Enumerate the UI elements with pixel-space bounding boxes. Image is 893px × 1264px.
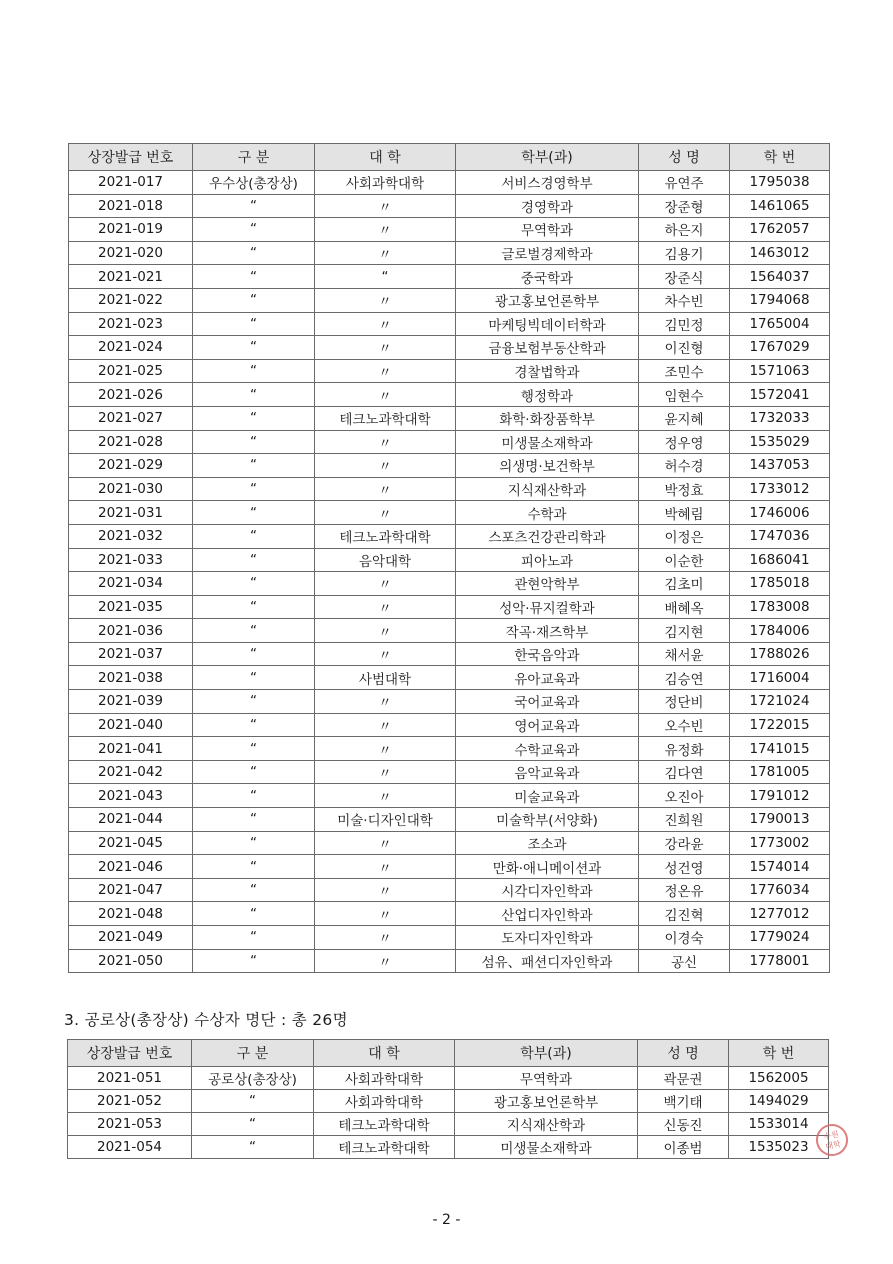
cell-department: 지식재산학과 [456, 477, 639, 501]
cell-name: 오진아 [639, 784, 730, 808]
cell-category: “ [193, 808, 315, 832]
cell-college: 〃 [315, 595, 456, 619]
table-header-row [68, 1040, 829, 1067]
cell-student-id: 1785018 [730, 572, 830, 596]
cell-category: “ [193, 477, 315, 501]
cell-name: 조민수 [639, 359, 730, 383]
cell-category: “ [193, 241, 315, 265]
cell-category: “ [193, 548, 315, 572]
table-row [69, 288, 830, 312]
cell-department: 국어교육과 [456, 690, 639, 714]
cell-award-number: 2021-048 [69, 902, 193, 926]
cell-department: 조소과 [456, 831, 639, 855]
cell-college: 〃 [315, 430, 456, 454]
table-row [69, 524, 830, 548]
cell-category: “ [192, 1136, 314, 1159]
cell-award-number: 2021-021 [69, 265, 193, 289]
cell-category: “ [193, 359, 315, 383]
cell-award-number: 2021-037 [69, 642, 193, 666]
cell-department: 한국음악과 [456, 642, 639, 666]
cell-category: “ [193, 902, 315, 926]
cell-name: 이정은 [639, 524, 730, 548]
cell-department: 지식재산학과 [455, 1113, 638, 1136]
cell-category: “ [193, 406, 315, 430]
cell-category: “ [193, 595, 315, 619]
cell-college: 사범대학 [315, 666, 456, 690]
cell-name: 성건영 [639, 855, 730, 879]
cell-award-number: 2021-036 [69, 619, 193, 643]
cell-college: 〃 [315, 194, 456, 218]
cell-student-id: 1778001 [730, 949, 830, 973]
cell-award-number: 2021-051 [68, 1067, 192, 1090]
cell-college: 〃 [315, 501, 456, 525]
cell-college: 테크노과학대학 [315, 524, 456, 548]
cell-category: “ [193, 218, 315, 242]
header-name: 성 명 [639, 144, 730, 171]
cell-student-id: 1790013 [730, 808, 830, 832]
cell-category: “ [193, 784, 315, 808]
table-row [69, 194, 830, 218]
cell-student-id: 1788026 [730, 642, 830, 666]
cell-department: 글로벌경제학과 [456, 241, 639, 265]
cell-category: “ [193, 265, 315, 289]
header-department: 학부(과) [456, 144, 639, 171]
cell-student-id: 1741015 [730, 737, 830, 761]
cell-award-number: 2021-034 [69, 572, 193, 596]
table-row [69, 619, 830, 643]
cell-student-id: 1779024 [730, 926, 830, 950]
cell-student-id: 1716004 [730, 666, 830, 690]
table-row [69, 265, 830, 289]
cell-award-number: 2021-030 [69, 477, 193, 501]
cell-award-number: 2021-035 [69, 595, 193, 619]
cell-award-number: 2021-041 [69, 737, 193, 761]
cell-award-number: 2021-052 [68, 1090, 192, 1113]
cell-award-number: 2021-017 [69, 171, 193, 195]
cell-department: 작곡·재즈학부 [456, 619, 639, 643]
cell-name: 윤지혜 [639, 406, 730, 430]
cell-award-number: 2021-026 [69, 383, 193, 407]
table-row [69, 171, 830, 195]
cell-department: 도자디자인학과 [456, 926, 639, 950]
cell-name: 이순한 [639, 548, 730, 572]
cell-student-id: 1461065 [730, 194, 830, 218]
table-row [69, 477, 830, 501]
cell-department: 음악교육과 [456, 760, 639, 784]
cell-category: “ [193, 713, 315, 737]
cell-department: 서비스경영학부 [456, 171, 639, 195]
university-seal-stamp: 수원 대학 [813, 1121, 851, 1159]
cell-college: 〃 [315, 760, 456, 784]
cell-award-number: 2021-053 [68, 1113, 192, 1136]
cell-category: “ [193, 690, 315, 714]
cell-name: 허수경 [639, 454, 730, 478]
cell-category: 공로상(총장상) [192, 1067, 314, 1090]
cell-student-id: 1747036 [730, 524, 830, 548]
table-row [69, 855, 830, 879]
cell-department: 수학과 [456, 501, 639, 525]
cell-category: “ [193, 831, 315, 855]
cell-student-id: 1574014 [730, 855, 830, 879]
cell-category: 우수상(총장상) [193, 171, 315, 195]
table-row [69, 713, 830, 737]
cell-name: 유연주 [639, 171, 730, 195]
cell-award-number: 2021-040 [69, 713, 193, 737]
cell-category: “ [193, 666, 315, 690]
table-row [69, 383, 830, 407]
cell-student-id: 1746006 [730, 501, 830, 525]
cell-department: 관현악학부 [456, 572, 639, 596]
table-row [69, 312, 830, 336]
cell-student-id: 1794068 [730, 288, 830, 312]
table-row [69, 831, 830, 855]
table-row [69, 595, 830, 619]
cell-college: 〃 [315, 949, 456, 973]
cell-name: 공신 [639, 949, 730, 973]
cell-name: 이진형 [639, 336, 730, 360]
cell-department: 스포츠건강관리학과 [456, 524, 639, 548]
cell-category: “ [193, 855, 315, 879]
cell-category: “ [193, 430, 315, 454]
cell-category: “ [193, 312, 315, 336]
cell-student-id: 1791012 [730, 784, 830, 808]
cell-award-number: 2021-033 [69, 548, 193, 572]
cell-department: 행정학과 [456, 383, 639, 407]
cell-student-id: 1721024 [730, 690, 830, 714]
cell-student-id: 1762057 [730, 218, 830, 242]
cell-department: 의생명·보건학부 [456, 454, 639, 478]
table-row [69, 359, 830, 383]
cell-student-id: 1733012 [730, 477, 830, 501]
table-row [68, 1113, 829, 1136]
header-student-id: 학 번 [729, 1040, 829, 1067]
cell-name: 정우영 [639, 430, 730, 454]
cell-college: 〃 [315, 218, 456, 242]
cell-category: “ [193, 572, 315, 596]
cell-department: 중국학과 [456, 265, 639, 289]
cell-name: 장준형 [639, 194, 730, 218]
cell-category: “ [193, 336, 315, 360]
table-row [69, 218, 830, 242]
cell-category: “ [193, 949, 315, 973]
header-award-number: 상장발급 번호 [68, 1040, 192, 1067]
cell-award-number: 2021-054 [68, 1136, 192, 1159]
cell-college: 〃 [315, 359, 456, 383]
cell-college: 테크노과학대학 [315, 406, 456, 430]
header-student-id: 학 번 [730, 144, 830, 171]
cell-name: 김지현 [639, 619, 730, 643]
cell-award-number: 2021-020 [69, 241, 193, 265]
header-department: 학부(과) [455, 1040, 638, 1067]
table-row [69, 949, 830, 973]
cell-student-id: 1773002 [730, 831, 830, 855]
cell-award-number: 2021-023 [69, 312, 193, 336]
cell-college: 〃 [315, 690, 456, 714]
cell-award-number: 2021-024 [69, 336, 193, 360]
table-row [69, 926, 830, 950]
cell-name: 곽문권 [638, 1067, 729, 1090]
header-award-number: 상장발급 번호 [69, 144, 193, 171]
cell-name: 김용기 [639, 241, 730, 265]
table-row [69, 572, 830, 596]
cell-college: 〃 [315, 784, 456, 808]
cell-award-number: 2021-045 [69, 831, 193, 855]
award-table-excellence [68, 143, 830, 973]
cell-department: 미술학부(서양화) [456, 808, 639, 832]
cell-college: 〃 [315, 878, 456, 902]
header-category: 구 분 [192, 1040, 314, 1067]
cell-name: 김승연 [639, 666, 730, 690]
cell-award-number: 2021-032 [69, 524, 193, 548]
cell-category: “ [192, 1113, 314, 1136]
cell-award-number: 2021-025 [69, 359, 193, 383]
cell-department: 마케팅빅데이터학과 [456, 312, 639, 336]
cell-student-id: 1562005 [729, 1067, 829, 1090]
cell-college: 〃 [315, 572, 456, 596]
cell-department: 미생물소재학과 [456, 430, 639, 454]
table-row [69, 808, 830, 832]
award-table-merit [67, 1039, 829, 1159]
cell-name: 김다연 [639, 760, 730, 784]
table-row [69, 406, 830, 430]
table-row [69, 878, 830, 902]
cell-college: 〃 [315, 383, 456, 407]
cell-award-number: 2021-039 [69, 690, 193, 714]
cell-name: 차수빈 [639, 288, 730, 312]
cell-student-id: 1535029 [730, 430, 830, 454]
header-category: 구 분 [193, 144, 315, 171]
cell-department: 영어교육과 [456, 713, 639, 737]
cell-category: “ [193, 383, 315, 407]
table-row [69, 430, 830, 454]
table-row [69, 666, 830, 690]
cell-award-number: 2021-043 [69, 784, 193, 808]
cell-student-id: 1722015 [730, 713, 830, 737]
cell-student-id: 1781005 [730, 760, 830, 784]
page-number: - 2 - [432, 1212, 461, 1228]
header-college: 대 학 [314, 1040, 455, 1067]
cell-name: 채서윤 [639, 642, 730, 666]
cell-category: “ [193, 926, 315, 950]
cell-department: 산업디자인학과 [456, 902, 639, 926]
table-body [69, 171, 830, 973]
header-college: 대 학 [315, 144, 456, 171]
cell-category: “ [193, 642, 315, 666]
cell-department: 경찰법학과 [456, 359, 639, 383]
cell-student-id: 1277012 [730, 902, 830, 926]
cell-award-number: 2021-031 [69, 501, 193, 525]
cell-student-id: 1767029 [730, 336, 830, 360]
cell-college: 〃 [315, 642, 456, 666]
cell-category: “ [193, 524, 315, 548]
cell-name: 장준식 [639, 265, 730, 289]
cell-award-number: 2021-022 [69, 288, 193, 312]
cell-name: 유정화 [639, 737, 730, 761]
cell-name: 정온유 [639, 878, 730, 902]
cell-name: 정단비 [639, 690, 730, 714]
cell-student-id: 1463012 [730, 241, 830, 265]
cell-student-id: 1686041 [730, 548, 830, 572]
table-header-row [69, 144, 830, 171]
table-row [68, 1067, 829, 1090]
cell-student-id: 1784006 [730, 619, 830, 643]
cell-department: 화학·화장품학부 [456, 406, 639, 430]
cell-award-number: 2021-050 [69, 949, 193, 973]
cell-department: 경영학과 [456, 194, 639, 218]
cell-department: 수학교육과 [456, 737, 639, 761]
cell-college: 〃 [315, 336, 456, 360]
cell-name: 하은지 [639, 218, 730, 242]
cell-college: 〃 [315, 737, 456, 761]
cell-category: “ [193, 194, 315, 218]
cell-department: 시각디자인학과 [456, 878, 639, 902]
cell-name: 김초미 [639, 572, 730, 596]
cell-college: 〃 [315, 454, 456, 478]
cell-student-id: 1571063 [730, 359, 830, 383]
table-row [68, 1090, 829, 1113]
cell-college: 테크노과학대학 [314, 1113, 455, 1136]
cell-student-id: 1533014 [729, 1113, 829, 1136]
cell-award-number: 2021-027 [69, 406, 193, 430]
table-row [69, 760, 830, 784]
cell-name: 임현수 [639, 383, 730, 407]
table-row [69, 501, 830, 525]
cell-category: “ [193, 501, 315, 525]
cell-name: 박정효 [639, 477, 730, 501]
cell-student-id: 1437053 [730, 454, 830, 478]
cell-student-id: 1795038 [730, 171, 830, 195]
table-body [68, 1067, 829, 1159]
cell-department: 섬유、패션디자인학과 [456, 949, 639, 973]
cell-student-id: 1765004 [730, 312, 830, 336]
cell-department: 무역학과 [455, 1067, 638, 1090]
cell-department: 성악·뮤지컬학과 [456, 595, 639, 619]
cell-category: “ [193, 288, 315, 312]
cell-name: 강라윤 [639, 831, 730, 855]
header-name: 성 명 [638, 1040, 729, 1067]
cell-award-number: 2021-019 [69, 218, 193, 242]
cell-department: 미생물소재학과 [455, 1136, 638, 1159]
cell-name: 배혜옥 [639, 595, 730, 619]
cell-college: 〃 [315, 477, 456, 501]
cell-student-id: 1564037 [730, 265, 830, 289]
cell-college: 〃 [315, 855, 456, 879]
cell-category: “ [193, 454, 315, 478]
cell-department: 피아노과 [456, 548, 639, 572]
cell-student-id: 1732033 [730, 406, 830, 430]
cell-department: 광고홍보언론학부 [455, 1090, 638, 1113]
table-row [69, 241, 830, 265]
table-row [68, 1136, 829, 1159]
cell-college: 〃 [315, 713, 456, 737]
table-row [69, 784, 830, 808]
cell-college: 사회과학대학 [314, 1067, 455, 1090]
section-heading: 3. 공로상(총장상) 수상자 명단 : 총 26명 [64, 1011, 348, 1029]
cell-college: 미술·디자인대학 [315, 808, 456, 832]
cell-college: 〃 [315, 241, 456, 265]
cell-category: “ [193, 619, 315, 643]
cell-award-number: 2021-047 [69, 878, 193, 902]
cell-department: 미술교육과 [456, 784, 639, 808]
cell-name: 오수빈 [639, 713, 730, 737]
table-row [69, 548, 830, 572]
cell-name: 박혜림 [639, 501, 730, 525]
cell-name: 백기태 [638, 1090, 729, 1113]
cell-award-number: 2021-046 [69, 855, 193, 879]
cell-college: 〃 [315, 288, 456, 312]
cell-category: “ [193, 878, 315, 902]
cell-name: 진희원 [639, 808, 730, 832]
table-row [69, 454, 830, 478]
cell-department: 유아교육과 [456, 666, 639, 690]
cell-name: 이종범 [638, 1136, 729, 1159]
cell-category: “ [193, 737, 315, 761]
cell-college: 〃 [315, 926, 456, 950]
cell-name: 신동진 [638, 1113, 729, 1136]
cell-college: 음악대학 [315, 548, 456, 572]
cell-award-number: 2021-018 [69, 194, 193, 218]
cell-student-id: 1776034 [730, 878, 830, 902]
table-row [69, 737, 830, 761]
cell-college: 〃 [315, 312, 456, 336]
table-row [69, 902, 830, 926]
cell-department: 금융보험부동산학과 [456, 336, 639, 360]
cell-award-number: 2021-042 [69, 760, 193, 784]
cell-college: 〃 [315, 902, 456, 926]
cell-category: “ [193, 760, 315, 784]
cell-category: “ [192, 1090, 314, 1113]
cell-department: 만화·애니메이션과 [456, 855, 639, 879]
cell-department: 무역학과 [456, 218, 639, 242]
cell-college: “ [315, 265, 456, 289]
table-row [69, 642, 830, 666]
cell-award-number: 2021-049 [69, 926, 193, 950]
cell-college: 테크노과학대학 [314, 1136, 455, 1159]
cell-name: 김진혁 [639, 902, 730, 926]
cell-college: 사회과학대학 [315, 171, 456, 195]
cell-student-id: 1572041 [730, 383, 830, 407]
cell-college: 〃 [315, 619, 456, 643]
cell-student-id: 1494029 [729, 1090, 829, 1113]
cell-college: 〃 [315, 831, 456, 855]
table-row [69, 336, 830, 360]
cell-award-number: 2021-044 [69, 808, 193, 832]
cell-award-number: 2021-028 [69, 430, 193, 454]
cell-award-number: 2021-029 [69, 454, 193, 478]
cell-college: 사회과학대학 [314, 1090, 455, 1113]
cell-department: 광고홍보언론학부 [456, 288, 639, 312]
cell-name: 이경숙 [639, 926, 730, 950]
cell-student-id: 1783008 [730, 595, 830, 619]
cell-name: 김민정 [639, 312, 730, 336]
cell-student-id: 1535023 [729, 1136, 829, 1159]
table-row [69, 690, 830, 714]
cell-award-number: 2021-038 [69, 666, 193, 690]
